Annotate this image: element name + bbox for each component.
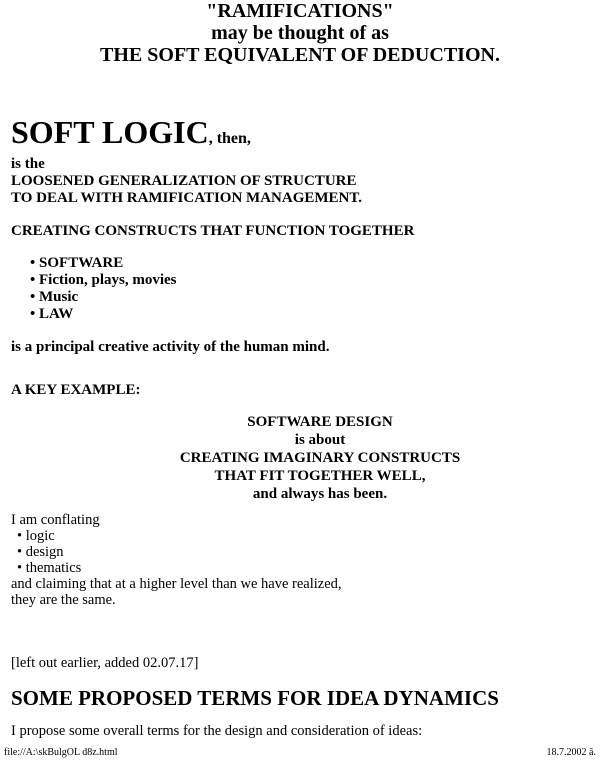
conflating-closing-2: they are the same. [11,592,116,608]
list-item: • thematics [17,560,571,576]
soft-logic-line-3: TO DEAL WITH RAMIFICATION MANAGEMENT. [11,190,363,206]
conflating-block [11,512,571,608]
list-item: • LAW [30,306,177,323]
key-example-line: is about [294,432,346,448]
header-line-1: "RAMIFICATIONS" [206,0,394,22]
constructs-list [30,255,177,323]
conflating-list [11,528,571,576]
key-example-line: SOFTWARE DESIGN [247,414,393,430]
soft-logic-title-suffix: , then, [208,130,251,147]
conflating-closing-1: and claiming that at a higher level than we have realized, [11,576,342,592]
footer-date: 18.7.2002 ã. [546,747,596,758]
list-item: • Fiction, plays, movies [30,272,177,289]
key-example-block [100,413,540,503]
key-example-label: A KEY EXAMPLE: [11,382,141,398]
list-item: • Music [30,289,177,306]
soft-logic-line-2: LOOSENED GENERALIZATION OF STRUCTURE [11,173,357,189]
key-example-line: THAT FIT TOGETHER WELL, [214,468,426,484]
soft-logic-title-text: SOFT LOGIC [11,114,209,150]
list-item: • SOFTWARE [30,255,177,272]
list-item: • logic [17,528,571,544]
footer-file-path: file://A:\skBulgOL d8z.html [4,747,118,758]
constructs-heading: CREATING CONSTRUCTS THAT FUNCTION TOGETHER [11,223,415,239]
soft-logic-block [11,115,571,207]
header-line-2: may be thought of as [211,22,389,44]
conflating-intro: I am conflating [11,512,100,528]
constructs-closing: is a principal creative activity of the human mind. [11,339,330,355]
header-line-3: THE SOFT EQUIVALENT OF DEDUCTION. [100,44,500,66]
key-example-line: CREATING IMAGINARY CONSTRUCTS [179,450,461,466]
key-example-line: and always has been. [252,486,388,502]
list-item: • design [17,544,571,560]
soft-logic-line-1: is the [11,156,45,172]
section-intro: I propose some overall terms for the design and consideration of ideas: [11,723,423,739]
editor-note: [left out earlier, added 02.07.17] [11,655,199,671]
soft-logic-title [11,115,571,156]
page-header [0,0,600,66]
section-heading: SOME PROPOSED TERMS FOR IDEA DYNAMICS [11,686,499,710]
